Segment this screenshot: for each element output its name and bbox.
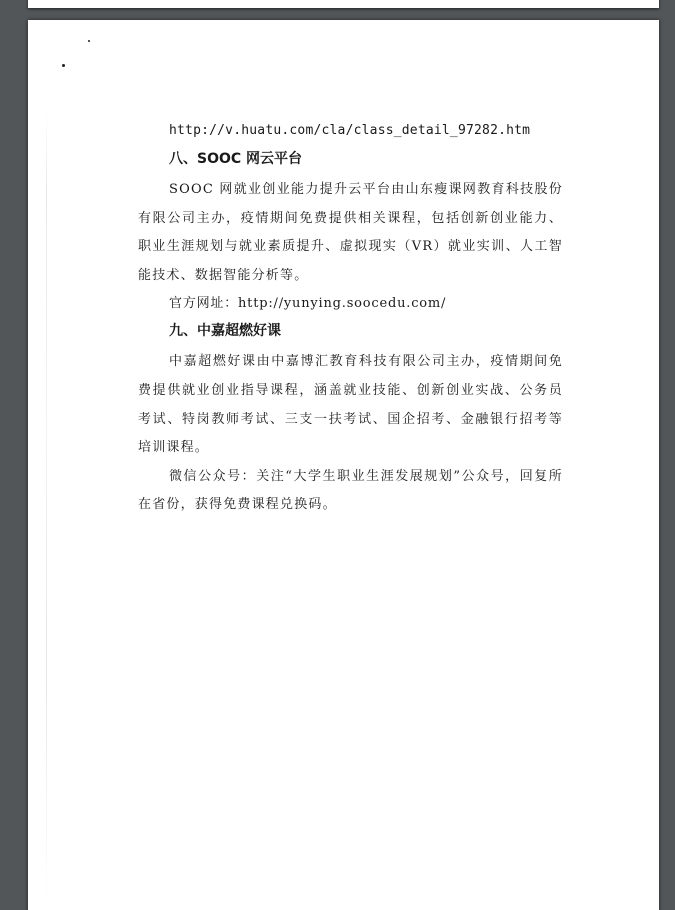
previous-page-edge xyxy=(28,0,659,8)
scan-speck xyxy=(62,64,65,67)
course-url: http://v.huatu.com/cla/class_detail_97282.htm xyxy=(169,123,531,138)
document-page xyxy=(28,20,659,910)
section-paragraph-zhongjia: 中嘉超燃好课由中嘉博汇教育科技有限公司主办，疫情期间免费提供就业创业指导课程，涵盖就业技能、创新创业实战、公务员考试、特岗教师考试、三支一扶考试、国企招考、金融银行招考等培训课程。 xyxy=(138,354,563,456)
section-heading-sooc: 八、SOOC 网云平台 xyxy=(169,151,303,167)
page-content xyxy=(138,120,563,520)
official-site-sooc: 官方网址：http://yunying.soocedu.com/ xyxy=(169,296,447,312)
scan-speck xyxy=(88,40,90,42)
section-paragraph-sooc: SOOC 网就业创业能力提升云平台由山东瘦课网教育科技股份有限公司主办，疫情期间免费提供相关课程，包括创新创业能力、职业生涯规划与就业素质提升、虚拟现实（VR）就业实训、人工智能技术、数据智能分析等。 xyxy=(138,182,563,283)
scan-shadow-line xyxy=(46,110,47,910)
wechat-note-zhongjia: 微信公众号：关注“大学生职业生涯发展规划”公众号，回复所在省份，获得免费课程兑换码。 xyxy=(138,468,563,513)
section-heading-zhongjia: 九、中嘉超燃好课 xyxy=(169,323,281,340)
